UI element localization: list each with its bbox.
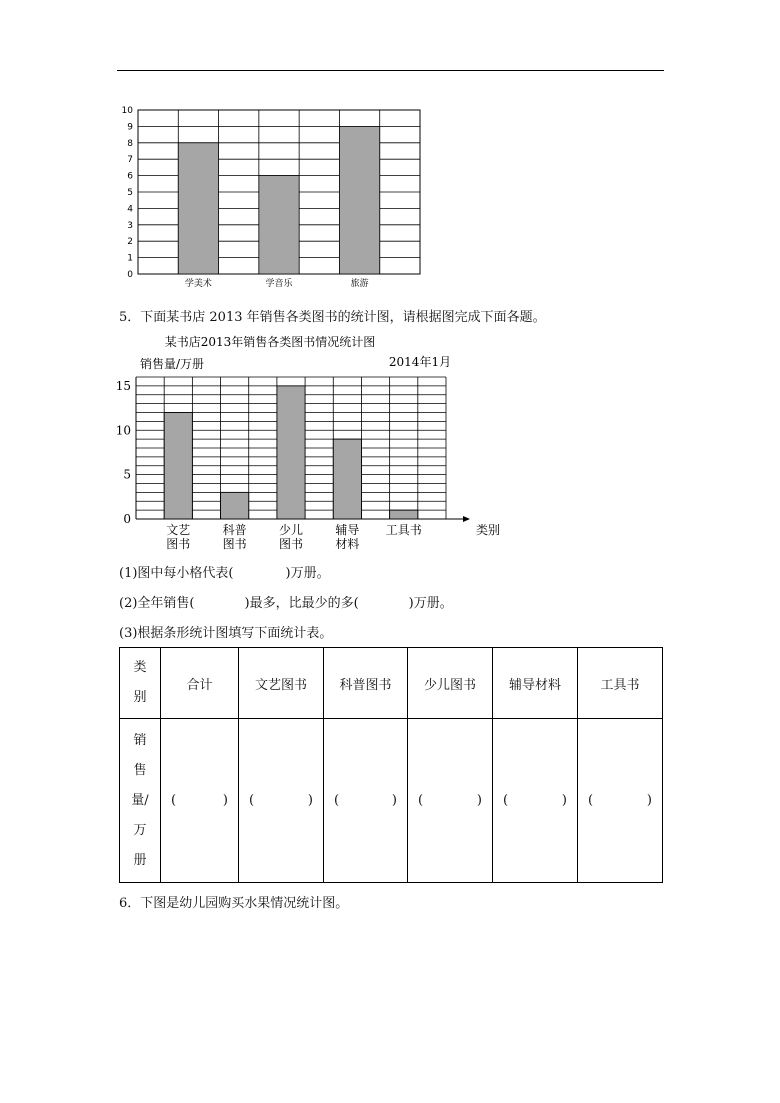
- column-header: 合计: [161, 648, 239, 719]
- row-label-char: 册: [133, 852, 147, 868]
- x-tick-label: 文艺: [166, 523, 191, 537]
- bar: [164, 413, 192, 520]
- x-tick-label: 科普: [222, 523, 247, 537]
- x-tick-label: 图书: [166, 537, 191, 551]
- sub-question-1-post: )万册。: [285, 566, 330, 581]
- chart-title: 某书店2013年销售各类图书情况统计图: [164, 335, 376, 349]
- question-5-intro: 5．下面某书店 2013 年销售各类图书的统计图，请根据图完成下面各题。: [119, 310, 546, 325]
- bar: [259, 176, 299, 274]
- close-paren: ): [561, 793, 567, 808]
- y-tick-label: 1: [127, 253, 133, 264]
- bar: [333, 439, 361, 519]
- row-label-char: 万: [133, 822, 147, 838]
- bar: [390, 510, 418, 519]
- open-paren: (: [334, 793, 340, 808]
- y-tick-label: 6: [127, 171, 133, 182]
- y-tick-label: 2: [127, 237, 133, 248]
- x-tick-label: 图书: [222, 537, 247, 551]
- header-category-cell: [120, 648, 161, 719]
- header-label-char: 类: [133, 660, 147, 675]
- question-6-intro: 6．下图是幼儿园购买水果情况统计图。: [119, 896, 349, 911]
- x-tick-label: 材料: [335, 537, 360, 551]
- answer-cell-total[interactable]: [161, 719, 239, 883]
- row-label-char: 售: [133, 762, 147, 778]
- column-header: 科普图书: [324, 648, 408, 719]
- x-axis-arrow: [463, 516, 470, 522]
- open-paren: (: [171, 793, 177, 808]
- sub-question-3: (3)根据条形统计图填写下面统计表。: [119, 626, 333, 641]
- column-header: 文艺图书: [239, 648, 324, 719]
- y-tick-label: 10: [115, 423, 131, 438]
- y-tick-label: 9: [127, 122, 133, 133]
- y-tick-label: 15: [115, 378, 131, 393]
- y-tick-label: 0: [127, 270, 133, 280]
- activity-bar-chart: [115, 100, 435, 290]
- close-paren: ): [391, 793, 397, 808]
- chart-date: 2014年1月: [388, 355, 452, 369]
- answer-cell-science[interactable]: [324, 719, 408, 883]
- close-paren: ): [222, 793, 228, 808]
- x-tick-label: 图书: [278, 537, 304, 551]
- bar: [221, 492, 249, 519]
- bar: [178, 143, 218, 274]
- x-tick-label: 学音乐: [265, 279, 293, 289]
- sub-question-1-pre: (1)图中每小格代表(: [119, 566, 234, 581]
- y-tick-label: 10: [121, 106, 133, 116]
- y-tick-label: 7: [127, 155, 133, 166]
- x-axis-label: 类别: [476, 523, 501, 537]
- header-label-char: 别: [133, 690, 147, 705]
- y-axis-label: 销售量/万册: [140, 357, 205, 371]
- sub-question-2: [119, 592, 453, 611]
- top-rule: [117, 70, 664, 71]
- book-sales-bar-chart: [115, 330, 501, 555]
- row-label-char: 销: [133, 732, 147, 748]
- open-paren: (: [503, 793, 509, 808]
- x-tick-label: 学美术: [184, 279, 212, 289]
- column-header: 少儿图书: [408, 648, 493, 719]
- close-paren: ): [307, 793, 313, 808]
- bar: [277, 386, 305, 519]
- answer-cell-tutoring[interactable]: [493, 719, 578, 883]
- answer-cell-children[interactable]: [408, 719, 493, 883]
- table-value-row: [120, 719, 663, 883]
- row-label-cell: [120, 719, 161, 883]
- y-tick-label: 4: [127, 204, 133, 215]
- close-paren: ): [646, 793, 652, 808]
- y-tick-label: 5: [127, 188, 133, 198]
- sub-question-2-pre: (2)全年销售(: [119, 596, 195, 611]
- row-label-char: 量/: [131, 792, 149, 808]
- y-tick-label: 8: [127, 138, 133, 149]
- statistics-table: [119, 647, 663, 883]
- y-tick-label: 3: [127, 220, 133, 231]
- sub-question-1: [119, 562, 330, 581]
- x-tick-label: 工具书: [385, 523, 422, 537]
- x-tick-label: 少儿: [278, 523, 304, 537]
- open-paren: (: [418, 793, 424, 808]
- y-tick-label: 5: [123, 467, 131, 482]
- column-header: 工具书: [578, 648, 663, 719]
- table-header-row: [120, 648, 663, 719]
- answer-cell-reference[interactable]: [578, 719, 663, 883]
- close-paren: ): [476, 793, 482, 808]
- bar: [339, 126, 379, 274]
- answer-cell-literature[interactable]: [239, 719, 324, 883]
- x-tick-label: 旅游: [350, 279, 369, 289]
- y-tick-label: 0: [123, 512, 131, 526]
- open-paren: (: [588, 793, 594, 808]
- x-tick-label: 辅导: [335, 523, 360, 537]
- column-header: 辅导材料: [493, 648, 578, 719]
- sub-question-2-mid: )最多，比最少的多(: [244, 596, 359, 611]
- open-paren: (: [249, 793, 255, 808]
- sub-question-2-post: )万册。: [408, 596, 453, 611]
